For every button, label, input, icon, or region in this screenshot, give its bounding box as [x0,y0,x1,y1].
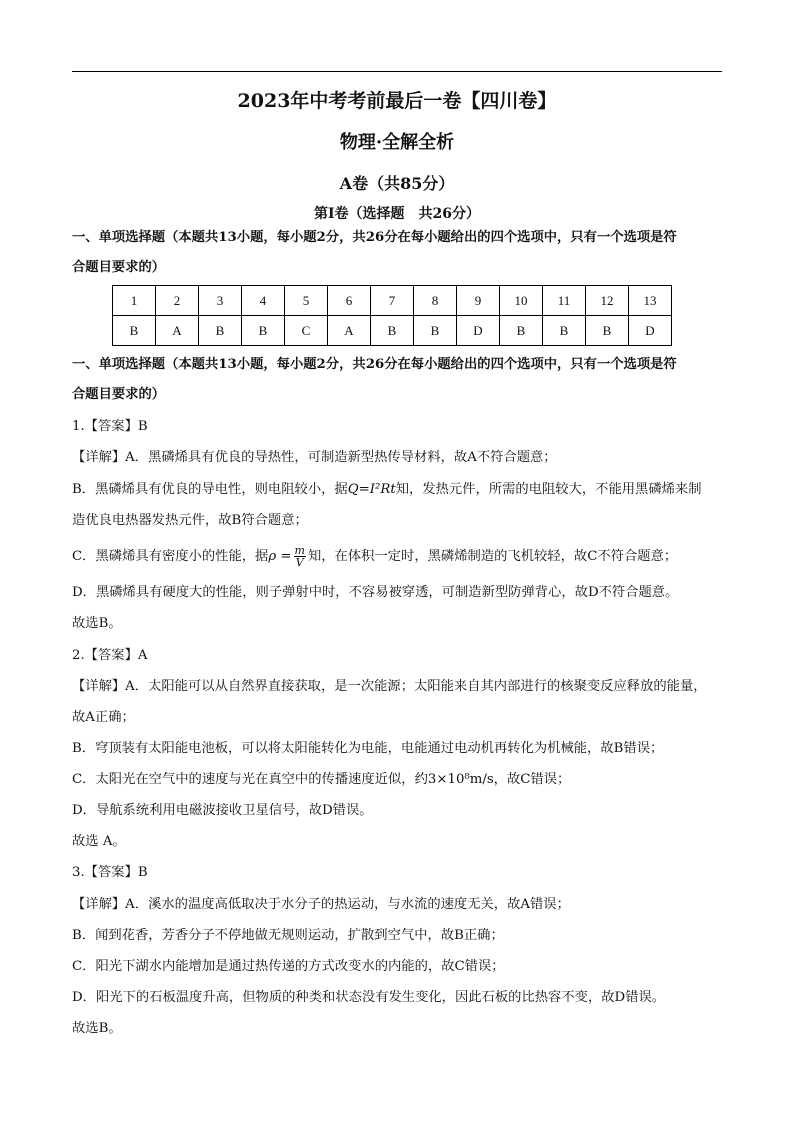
answer-cell: B [113,316,156,346]
question-number-cell: 7 [371,286,414,316]
q1-b-text-post: 知，发热元件，所需的电阻较大，不能用黑磷烯来制 [395,482,702,497]
section-heading-repeat-line2: 合题目要求的） [72,387,166,402]
section-heading-line2: 合题目要求的） [72,260,166,275]
q3-option-d: D．阳光下的石板温度升高，但物质的种类和状态没有发生变化，因此石板的比热容不变，故D错误。 [72,990,666,1005]
answer-table [112,285,672,346]
q3-option-a: 【详解】A．溪水的温度高低取决于水分子的热运动，与水流的速度无关，故A错误； [72,897,570,912]
q3-option-c: C．阳光下湖水内能增加是通过热传递的方式改变水的内能的，故C错误； [72,959,505,974]
q3-option-b: B．闻到花香，芳香分子不停地做无规则运动，扩散到空气中，故B正确； [72,928,504,943]
part-1-title: 第Ⅰ卷（选择题 共26分） [313,206,481,222]
answer-cell: D [457,316,500,346]
question-number-cell: 10 [500,286,543,316]
answer-cell: A [156,316,199,346]
question-number-cell: 2 [156,286,199,316]
q2-option-c: C．太阳光在空气中的速度与光在真空中的传播速度近似，约3×10⁸m/s，故C错误； [72,772,571,787]
page-title: 2023年中考考前最后一卷【四川卷】 [237,90,557,112]
section-heading-line1: 一、单项选择题（本题共13小题，每小题2分，共26分在每小题给出的四个选项中，只有一个选项是符 [72,230,677,245]
q1-c-text-post: 知，在体积一定时，黑磷烯制造的飞机较轻，故C不符合题意； [307,549,678,564]
q2-option-a-line2: 故A正确； [72,710,135,725]
q2-answer: 2.【答案】A [72,648,148,663]
fraction-numerator: m [294,544,305,557]
q1-option-c [72,545,732,568]
page-subtitle: 物理·全解全析 [339,132,455,153]
answer-cell: B [414,316,457,346]
q1-option-b-line2: 造优良电热器发热元件，故B符合题意； [72,513,308,528]
table-row [113,286,672,316]
q1-option-a: 【详解】A．黑磷烯具有优良的导热性，可制造新型热传导材料，故A不符合题意； [72,450,557,465]
question-number-cell: 12 [586,286,629,316]
q1-c-rho: ρ = [268,549,292,564]
q1-c-text: C．黑磷烯具有密度小的性能，据 [72,549,269,564]
answer-cell: C [285,316,328,346]
table-row [113,316,672,346]
question-number-cell: 9 [457,286,500,316]
question-number-cell: 4 [242,286,285,316]
question-number-cell: 1 [113,286,156,316]
answer-cell: B [371,316,414,346]
q1-answer: 1.【答案】B [72,419,148,434]
fraction-denominator: V [295,556,304,569]
question-number-cell: 3 [199,286,242,316]
q2-option-d: D．导航系统利用电磁波接收卫星信号，故D错误。 [72,803,373,818]
section-a-title: A卷（共85分） [339,174,455,193]
question-number-cell: 6 [328,286,371,316]
q1-c-fraction [294,545,306,568]
q3-answer: 3.【答案】B [72,865,148,880]
question-number-cell: 13 [629,286,672,316]
question-number-cell: 8 [414,286,457,316]
q1-option-d: D．黑磷烯具有硬度大的性能，则子弹射中时，不容易被穿透，可制造新型防弹背心，故D不符合题意。 [72,585,679,600]
section-heading-repeat-line1: 一、单项选择题（本题共13小题，每小题2分，共26分在每小题给出的四个选项中，只有一个选项是符 [72,357,677,372]
q1-conclusion: 故选B。 [72,616,122,631]
q1-b-formula: Q=I²Rt [347,482,396,497]
q2-option-a-line1: 【详解】A．太阳能可以从自然界直接获取，是一次能源；太阳能来自其内部进行的核聚变反应释放的能量， [72,679,707,694]
q1-option-b-line1 [72,481,732,499]
q1-b-text: B．黑磷烯具有优良的导电性，则电阻较小，据 [72,482,348,497]
answer-cell: D [629,316,672,346]
question-number-cell: 5 [285,286,328,316]
question-number-cell: 11 [543,286,586,316]
answer-cell: B [500,316,543,346]
answer-cell: B [543,316,586,346]
q2-conclusion: 故选 A。 [72,834,126,849]
answer-cell: A [328,316,371,346]
q2-option-b: B．穹顶装有太阳能电池板，可以将太阳能转化为电能，电能通过电动机再转化为机械能，故B错误； [72,741,664,756]
answer-cell: B [199,316,242,346]
answer-cell: B [242,316,285,346]
answer-cell: B [586,316,629,346]
header-rule [72,71,722,72]
q3-conclusion: 故选B。 [72,1021,122,1036]
